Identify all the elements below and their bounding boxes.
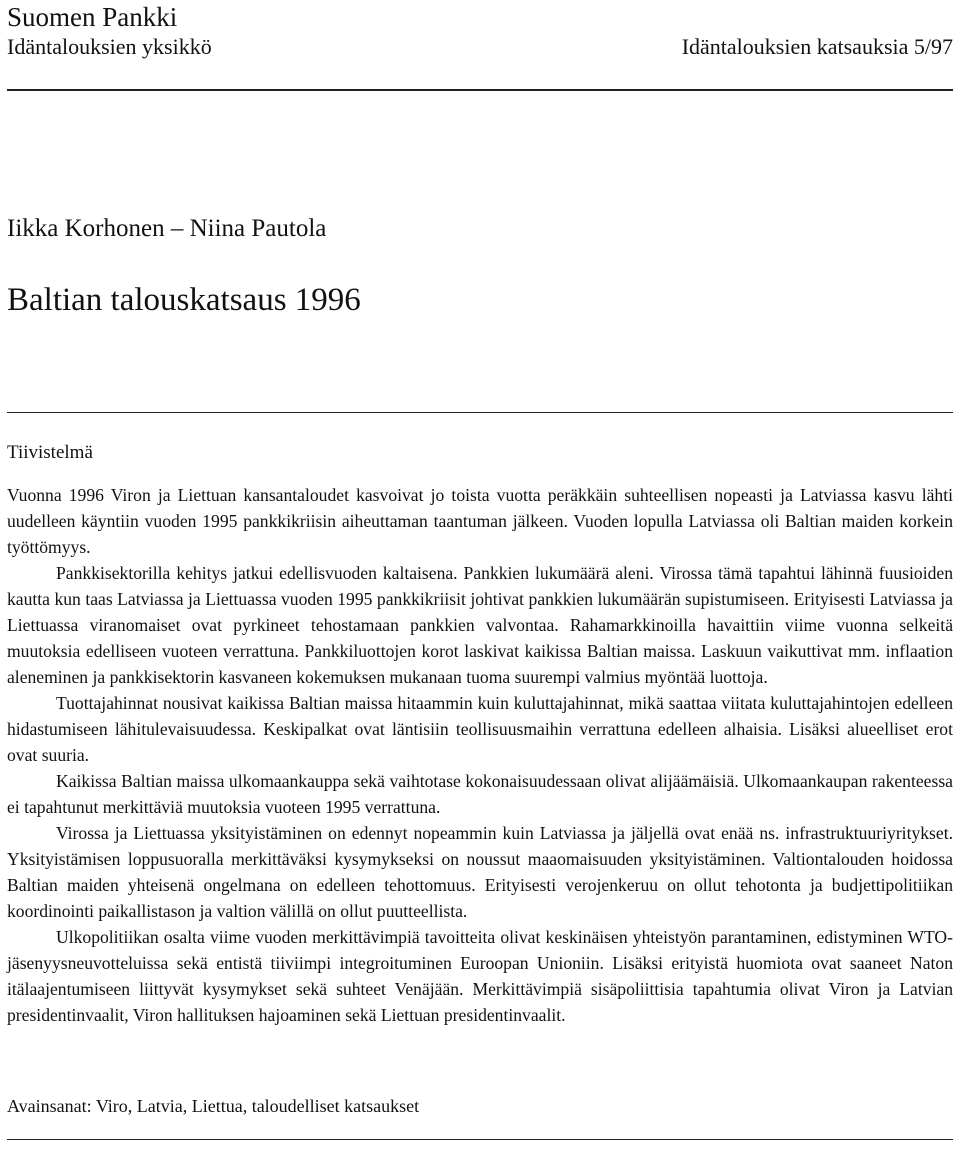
title-divider	[7, 412, 953, 413]
authors: Iikka Korhonen – Niina Pautola	[7, 215, 327, 242]
keywords-label: Avainsanat:	[7, 1096, 92, 1116]
footer-divider	[7, 1139, 953, 1140]
abstract-heading: Tiivistelmä	[7, 442, 93, 463]
keywords	[7, 1094, 419, 1118]
document-title: Baltian talouskatsaus 1996	[7, 282, 361, 318]
abstract-paragraph: Ulkopolitiikan osalta viime vuoden merkittävimpiä tavoitteita olivat keskinäisen yhteistyön parantaminen, edistyminen WTO-jäsenyysneuvotteluissa sekä entistä tiiviimpi integroituminen Euroopan Unioniin. Lisäksi erityistä huomiota ovat saaneet Naton itälaajentumiseen liittyvät kysymykset sekä suhteet Venäjään. Merkittävimpiä sisäpoliittisia tapahtumia olivat Viron ja Latvian presidentinvaalit, Viron hallituksen hajoaminen sekä Liettuan presidentinvaalit.	[7, 927, 953, 1025]
organization-name: Suomen Pankki	[7, 2, 178, 32]
keywords-value: Viro, Latvia, Liettua, taloudelliset katsaukset	[95, 1096, 420, 1116]
abstract-paragraph: Pankkisektorilla kehitys jatkui edellisvuoden kaltaisena. Pankkien lukumäärä aleni. Virossa tämä tapahtui lähinnä fuusioiden kautta kun taas Latviassa ja Liettuassa vuoden 1995 pankkikriisit johtivat pankkien lukumäärän supistumiseen. Erityisesti Latviassa ja Liettuassa viranomaiset ovat pyrkineet tehostamaan pankkien valvontaa. Rahamarkkinoilla havaittiin viime vuonna selkeitä muutoksia edelliseen vuoteen verrattuna. Pankkiluottojen korot laskivat kaikissa Baltian maissa. Laskuun vaikuttivat mm. inflaation aleneminen ja pankkisektorin kasvaneen kokemuksen mukanaan tuoma suurempi valmius myöntää luottoja.	[7, 563, 953, 687]
series-number: Idäntalouksien katsauksia 5/97	[681, 34, 953, 59]
abstract-body	[7, 482, 953, 1028]
abstract-paragraph: Kaikissa Baltian maissa ulkomaankauppa sekä vaihtotase kokonaisuudessaan olivat alijäämäisiä. Ulkomaankaupan rakenteessa ei tapahtunut merkittäviä muutoksia vuoteen 1995 verrattuna.	[7, 771, 953, 817]
header-divider	[7, 89, 953, 91]
abstract-paragraph: Virossa ja Liettuassa yksityistäminen on edennyt nopeammin kuin Latviassa ja jäljellä ovat enää ns. infrastruktuuriyritykset. Yksityistämisen loppusuoralla merkittäväksi kysymykseksi on noussut maaomaisuuden yksityistäminen. Valtiontalouden hoidossa Baltian maiden yhteisenä ongelmana on edelleen tehottomuus. Erityisesti verojenkeruu on ollut tehotonta ja budjettipolitiikan koordinointi paikallistason ja valtion välillä on ollut puutteellista.	[7, 823, 953, 921]
unit-name: Idäntalouksien yksikkö	[7, 34, 212, 59]
abstract-paragraph: Tuottajahinnat nousivat kaikissa Baltian maissa hitaammin kuin kuluttajahinnat, mikä saattaa viitata kuluttajahintojen edelleen hidastumiseen lähitulevaisuudessa. Keskipalkat ovat läntisiin teollisuusmaihin verrattuna edelleen alhaisia. Lisäksi alueelliset erot ovat suuria.	[7, 693, 953, 765]
abstract-paragraph: Vuonna 1996 Viron ja Liettuan kansantaloudet kasvoivat jo toista vuotta peräkkäin suhteellisen nopeasti ja Latviassa kasvu lähti uudelleen käyntiin vuoden 1995 pankkikriisin aiheuttaman taantuman jälkeen. Vuoden lopulla Latviassa oli Baltian maiden korkein työttömyys.	[7, 485, 953, 557]
